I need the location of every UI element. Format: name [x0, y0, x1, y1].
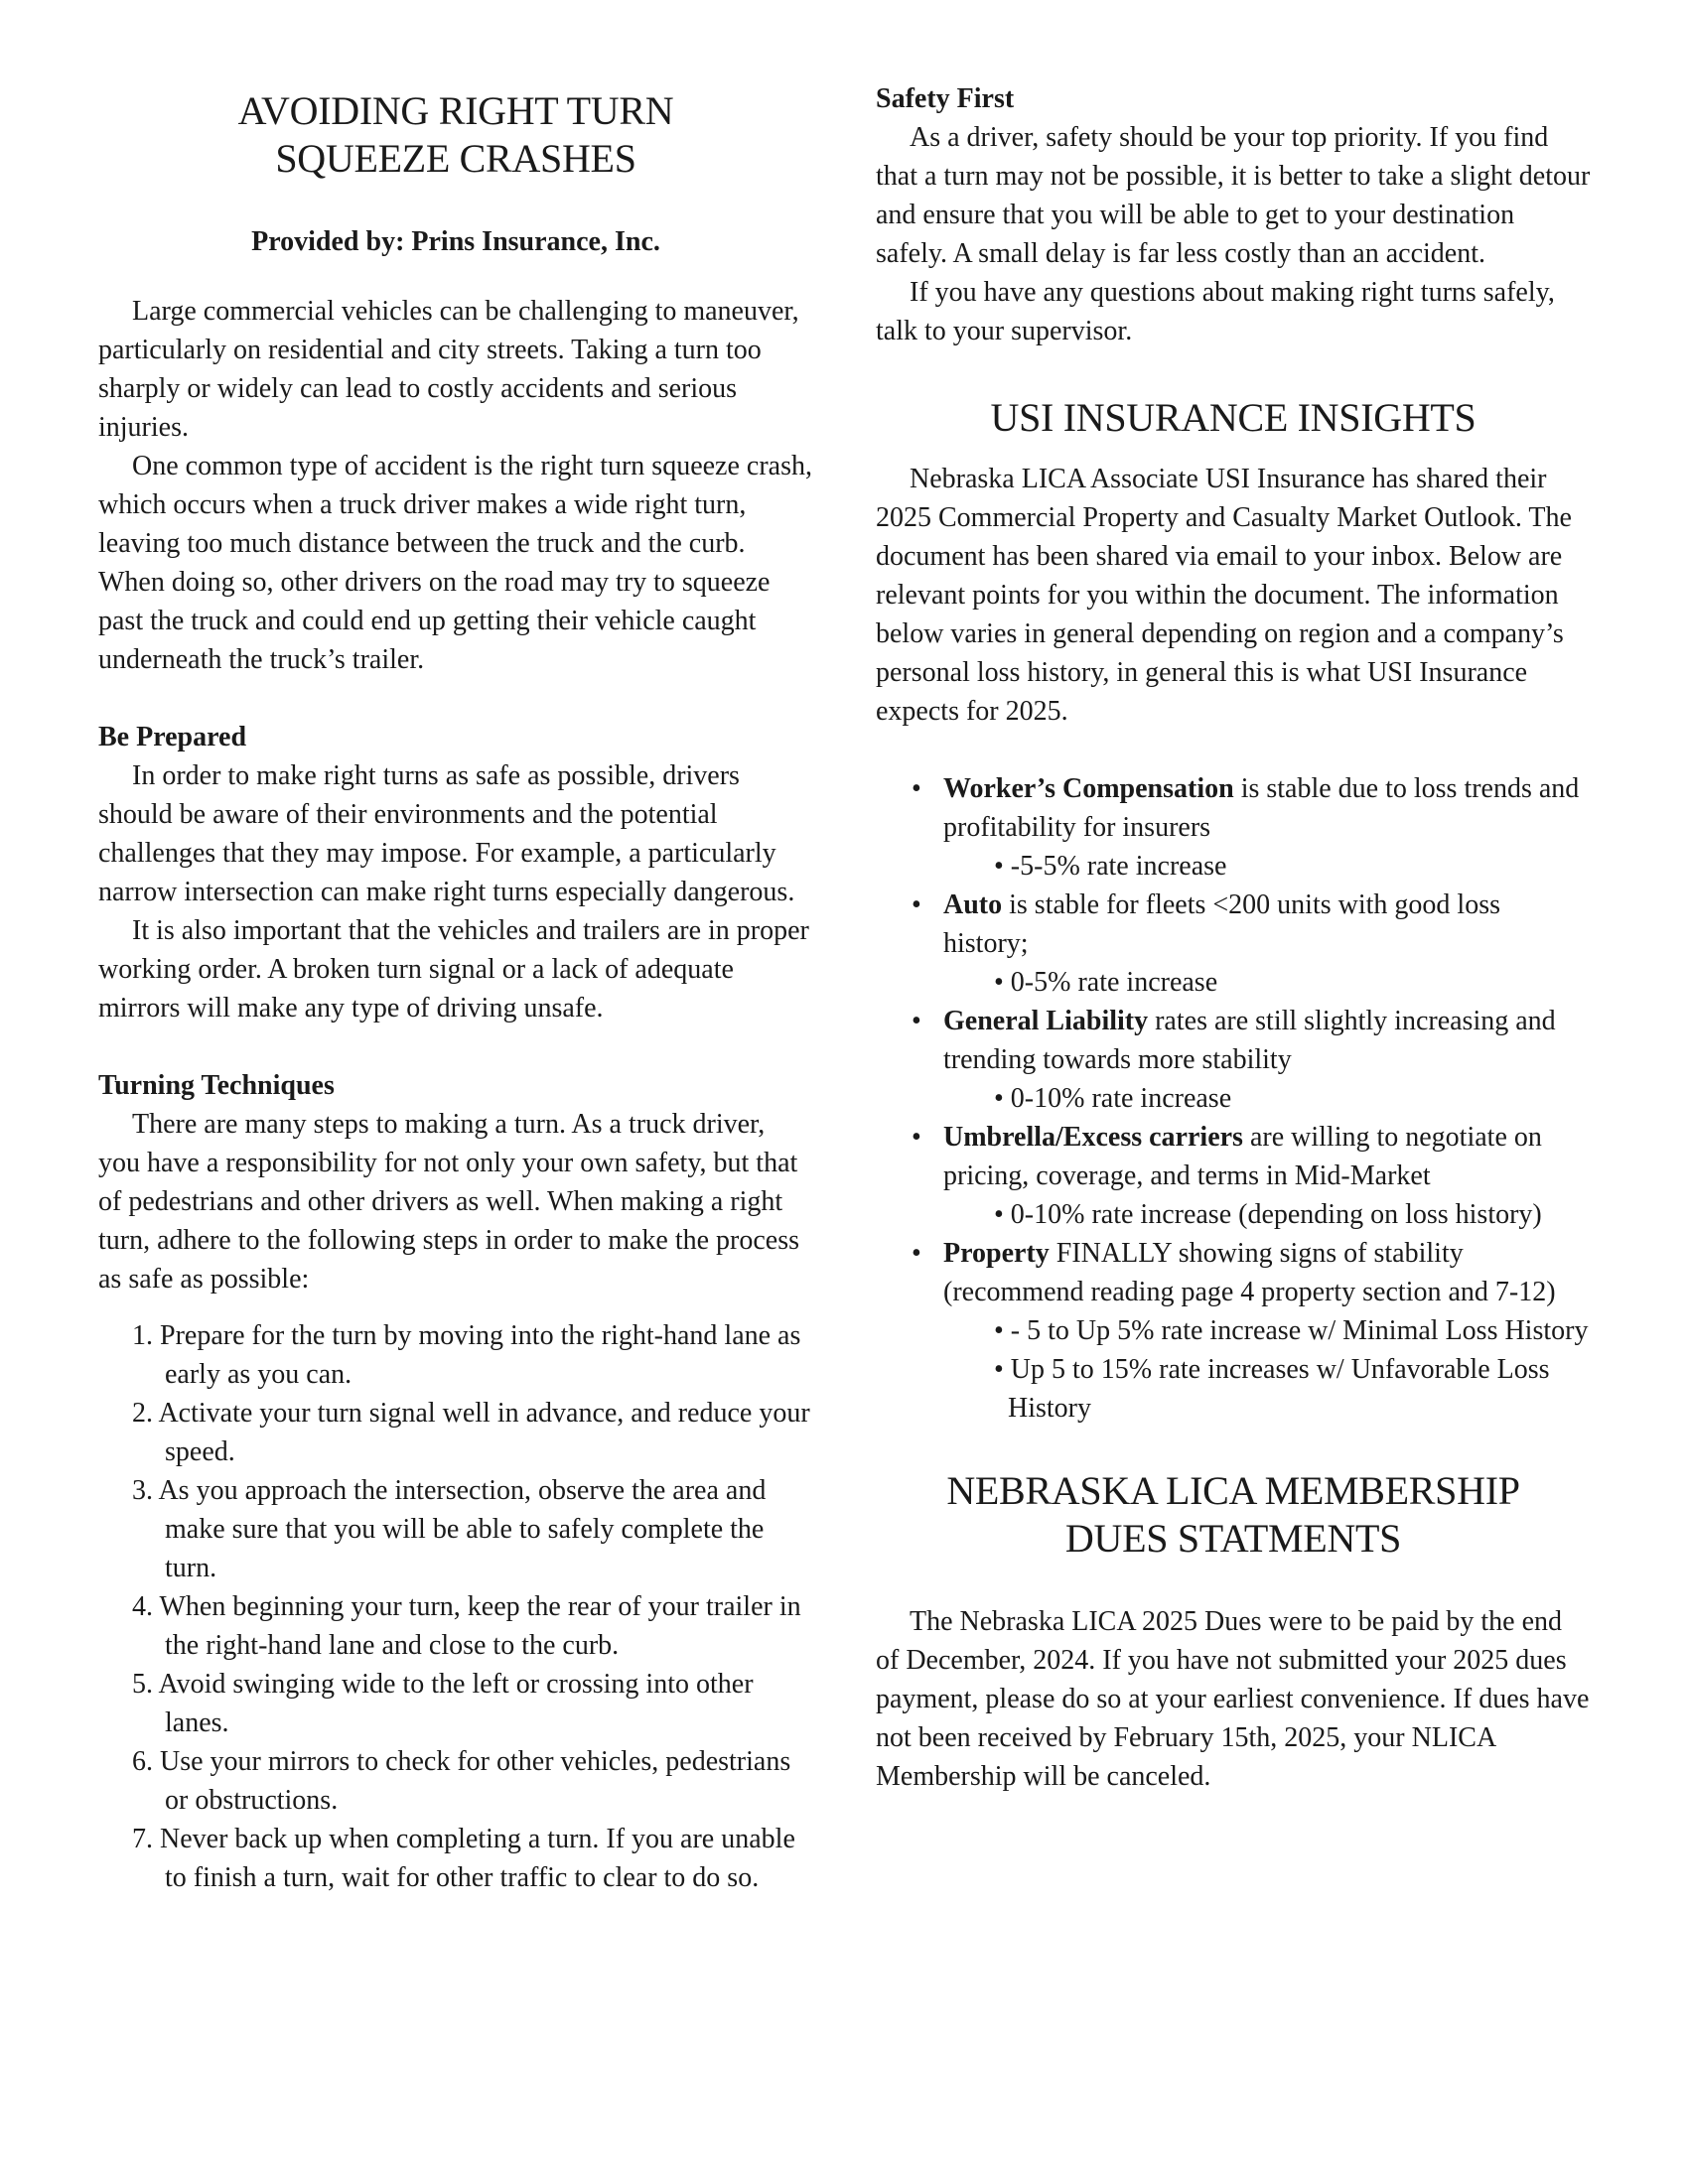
bullet-bold-label: General Liability [943, 1006, 1149, 1036]
bullet-text: is stable due to loss trends and profitability for insurers [943, 773, 1580, 843]
bullet-text: are willing to negotiate on pricing, coverage, and terms in Mid-Market [943, 1122, 1542, 1191]
dues-title-line-2: DUES STATMENTS [1064, 1516, 1402, 1561]
intro-paragraph-1: Large commercial vehicles can be challenging to maneuver, particularly on residential and city streets. Taking a turn too sharply or widely can lead to costly accidents and serious injuries. [98, 296, 799, 443]
sub-list-item: • Up 5 to 15% rate increases w/ Unfavorable Loss History [994, 1354, 1550, 1424]
usi-insights-paragraph: Nebraska LICA Associate USI Insurance has shared their 2025 Commercial Property and Casualty Market Outlook. The document has been shared via email to your inbox. Below are relevant points for you within the document. The information below varies in general depending on region and a company’s personal loss history, in general this is what USI Insurance expects for 2025. [876, 464, 1572, 727]
dues-paragraph: The Nebraska LICA 2025 Dues were to be paid by the end of December, 2024. If you have not submitted your 2025 dues payment, please do so at your earliest convenience. If dues have not been received by February 15th, 2025, your NLICA Membership will be canceled. [876, 1606, 1590, 1792]
list-item: 7. Never back up when completing a turn. If you are unable to finish a turn, wait for other traffic to clear to do so. [132, 1824, 795, 1893]
safety-first-paragraph-1: As a driver, safety should be your top priority. If you find that a turn may not be possible, it is better to take a slight detour and ensure that you will be able to get to your destination safely. A small delay is far less costly than an accident. [876, 122, 1591, 269]
dues-title-line-1: NEBRASKA LICA MEMBERSHIP [946, 1468, 1520, 1513]
be-prepared-heading: Be Prepared [98, 722, 247, 752]
bullet-icon: • [912, 1238, 921, 1269]
bullet-text: rates are still slightly increasing and trending towards more stability [943, 1006, 1556, 1075]
turning-techniques-paragraph: There are many steps to making a turn. As a truck driver, you have a responsibility for not only your own safety, but that of pedestrians and other drivers as well. When making a right turn, adhere to the following steps in order to make the process as safe as possible: [98, 1109, 800, 1295]
title-line-2: SQUEEZE CRASHES [275, 136, 636, 181]
bullet-bold-label: Umbrella/Excess carriers [943, 1122, 1243, 1153]
bullet-icon: • [912, 773, 921, 804]
list-item [876, 1234, 1591, 1428]
dues-title [876, 1467, 1591, 1563]
list-item: 2. Activate your turn signal well in advance, and reduce your speed. [132, 1398, 810, 1467]
bullet-icon: • [912, 889, 921, 920]
list-item: 1. Prepare for the turn by moving into the right-hand lane as early as you can. [132, 1320, 801, 1390]
list-item [876, 886, 1591, 1002]
be-prepared-paragraph-1: In order to make right turns as safe as possible, drivers should be aware of their environments and the potential challenges that they may impose. For example, a particularly narrow intersection can make right turns especially dangerous. [98, 760, 795, 907]
bullet-icon: • [912, 1122, 921, 1153]
byline: Provided by: Prins Insurance, Inc. [251, 226, 660, 257]
list-item: 6. Use your mirrors to check for other vehicles, pedestrians or obstructions. [132, 1746, 791, 1816]
market-outlook-list [876, 769, 1591, 1428]
safety-first-paragraph-2: If you have any questions about making right turns safely, talk to your supervisor. [876, 277, 1555, 346]
intro-paragraph-2: One common type of accident is the right turn squeeze crash, which occurs when a truck driver makes a wide right turn, leaving too much distance between the truck and the curb. When doing so, other drivers on the road may try to squeeze past the truck and could end up getting their vehicle caught underneath the truck’s trailer. [98, 451, 812, 675]
sub-list-item: • 0-10% rate increase [994, 1083, 1232, 1114]
bullet-bold-label: Worker’s Compensation [943, 773, 1234, 804]
list-item: 3. As you approach the intersection, observe the area and make sure that you will be able to safely complete the turn. [132, 1475, 767, 1583]
bullet-text: is stable for fleets <200 units with good loss history; [943, 889, 1500, 959]
left-column [98, 87, 813, 1897]
sub-list-item: • 0-10% rate increase (depending on loss history) [994, 1199, 1542, 1230]
list-item: 4. When beginning your turn, keep the rear of your trailer in the right-hand lane and close to the curb. [132, 1591, 801, 1661]
turn-steps-list [98, 1316, 813, 1897]
list-item [876, 1002, 1591, 1118]
sub-list-item: • - 5 to Up 5% rate increase w/ Minimal Loss History [994, 1315, 1589, 1346]
turning-techniques-heading: Turning Techniques [98, 1070, 335, 1101]
list-item [876, 1118, 1591, 1234]
sub-list-item: • -5-5% rate increase [994, 851, 1227, 882]
bullet-bold-label: Property [943, 1238, 1050, 1269]
list-item [876, 769, 1591, 886]
bullet-bold-label: Auto [943, 889, 1003, 920]
bullet-text: FINALLY showing signs of stability (recommend reading page 4 property section and 7-12) [943, 1238, 1556, 1307]
usi-insights-title: USI INSURANCE INSIGHTS [990, 395, 1477, 440]
title-line-1: AVOIDING RIGHT TURN [237, 88, 674, 133]
bullet-icon: • [912, 1006, 921, 1036]
safety-first-heading: Safety First [876, 83, 1015, 114]
right-column [876, 83, 1591, 1796]
be-prepared-paragraph-2: It is also important that the vehicles and trailers are in proper working order. A broken turn signal or a lack of adequate mirrors will make any type of driving unsafe. [98, 915, 809, 1024]
sub-list-item: • 0-5% rate increase [994, 967, 1218, 998]
list-item: 5. Avoid swinging wide to the left or crossing into other lanes. [132, 1669, 754, 1738]
article-title [98, 87, 813, 183]
